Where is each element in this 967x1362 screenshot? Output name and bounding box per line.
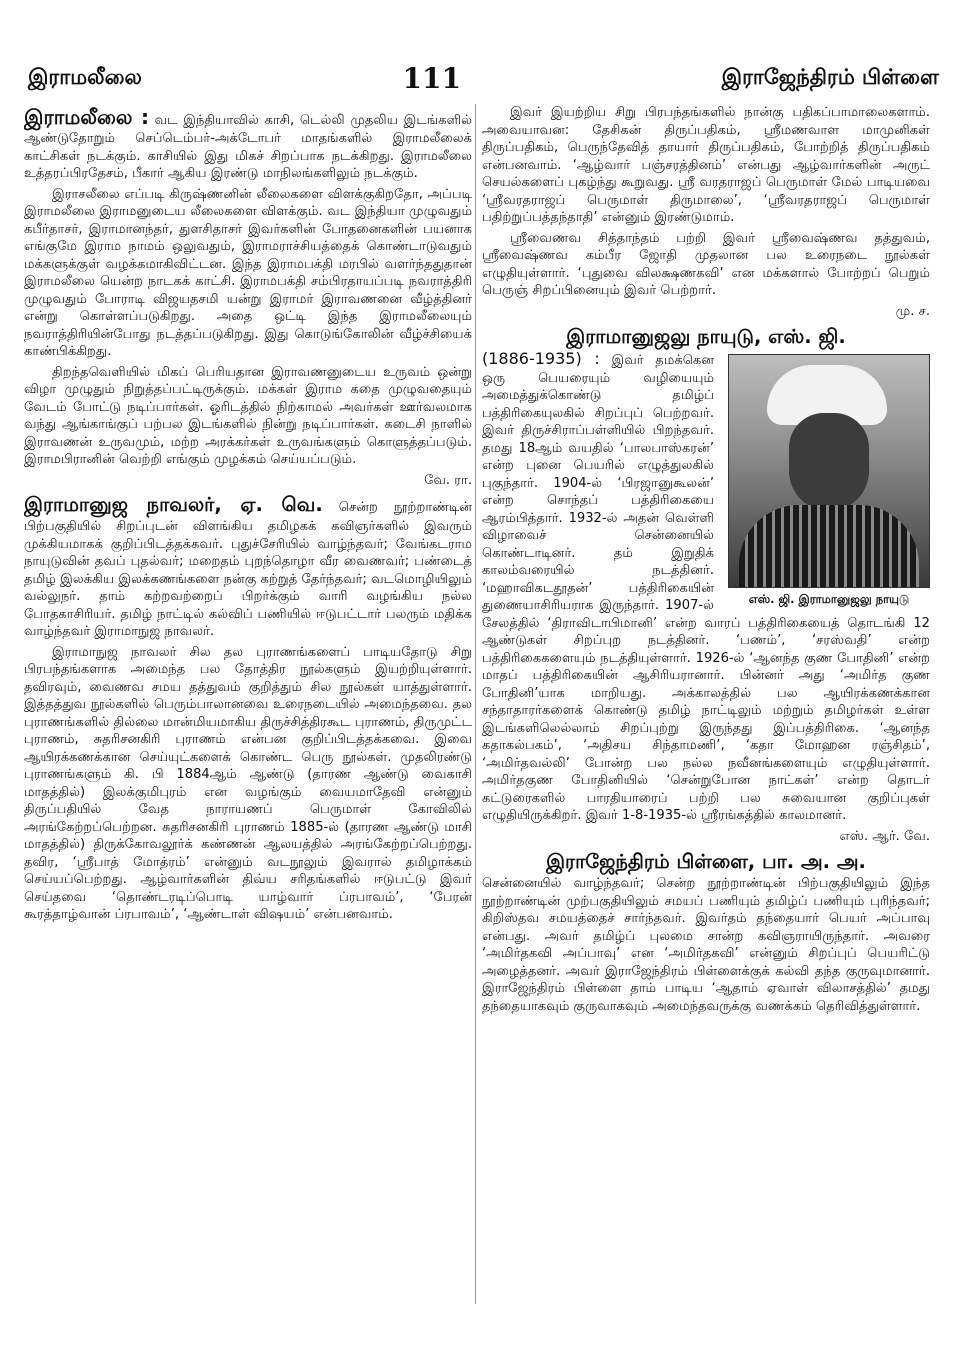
entry-ramaleela-p2: இராசலீலை எப்படி கிருஷ்ணனின் லீலைகளை விளக்குகிறதோ, அப்படி இராமலீலை இராமனுடைய லீலைகளை விளக்கும். வட இந்தியா முழுவதும் கபீர்தாசர், இராமானந்தர், துளசிதாசர் இவர்களின் போதனைகளின் பயனாக எங்குமே இராம நாமம் ஒலுவதும், இராமராச்சியத்தைக் கொண்டாடுவதும் மக்களுக்குள் வழக்கமாகிவிட்டன. இந்த இராமபக்தி மரபில் வளர்ந்ததுதான் இராமலீலை யென்ற நாடகக் காட்சி. இராமபக்தி சம்பிரதாயப்படி நவராத்திரி முழுவதும் போராடி விஜயதசமி யன்று இராமர் இராவணனை வீழ்த்தினர் என்று கொள்ளப்படுகிறது. அதை ஒட்டி இந்த இராமலீலையும் நவராத்திரியின்போது நடத்தப்படுகிறது. இது கொடுங்கோலின் வீழ்ச்சியைக் காண்பிக்கிறது.	[24, 186, 472, 359]
photo-caption: எஸ். ஜி. இராமானுஜலு நாயுடு	[748, 592, 910, 606]
page-number: 111	[402, 61, 461, 95]
signature-navalar: மு. ச.	[895, 303, 930, 319]
years-naidu: (1886-1935) :	[482, 349, 600, 368]
running-head-right: இராஜேந்திரம் பிள்ளை	[721, 64, 939, 89]
headword-ramaleela: இராமலீலை :	[24, 105, 149, 129]
entry-navalar-p1	[24, 492, 472, 641]
headword-ramanuja-navalar: இராமானுஜ நாவலர், ஏ. வெ.	[24, 493, 323, 516]
entry-navalar-p2: இராமாநுஜ நாவலர் சில தல புராணங்களைப் பாடியதோடு சிறு பிரபந்தங்களாக அமைந்த பல தோத்திர நூல்களும் இயற்றியுள்ளார். தவிரவும், வைணவ சமய தத்துவம் குறித்தும் சில நூல்கள் யாத்துள்ளார். இத்தத்துவ நூல்களில் பெரும்பாலானவை உரைநடையில் அமைந்தவை. தல புராணங்களில் தில்லை மான்மியமாகிய திருச்சித்திரகூட புராணம், திருமுட்ட புராணம், சுதரிசனகிரி புராணம் என்பன குறிப்பிடத்தக்கவை. இவை ஆயிரக்கணக்கான செய்யுட்களைக் கொண்ட பெரு நூல்கள். முதலிரண்டு புராணங்களும் கி. பி 1884ஆம் ஆண்டு (தாரண ஆண்டு வைகாசி மாதத்தில்) இலக்குமிபுரம் என வழங்கும் வையமாதேவி என்னும் திருப்பதியில் வேத நாராயணப் பெருமாள் கோவிலில் அரங்கேற்றப்பெற்றன. சுதரிசனகிரி புராணம் 1885-ல் (தாரண ஆண்டு மாசி மாதத்தில்) திருக்கோவலூர்க் கண்ணன் ஆலயத்தில் அரங்கேற்றப்பெற்றது. தவிர, ‘ஸ்ரீபாத் மோத்ரம்’ என்னும் வடநூலும் இவரால் தமிழாக்கம் செய்யப்பெற்றது. ஆழ்வார்களின் திவ்ய சரிதங்களில் ஈடுபட்டு இவர் செய்தவை ‘தொண்டரடிப்பொடி யாழ்வார் ப்ரபாவம்’, ‘பேரன் கூரத்தாழ்வான் ப்ரபாவம்’, ‘ஆண்டாள் விஷயம்’ என்பனவாம்.	[24, 644, 472, 922]
running-head	[28, 58, 939, 98]
portrait-face	[789, 413, 869, 511]
portrait-photo	[728, 354, 930, 588]
running-head-left: இராமலீலை	[28, 64, 142, 89]
entry-ramaleela-p3: திறந்தவெளியில் மிகப் பெரியதான இராவணனுடைய உருவம் ஒன்று விழா முழுதும் நிறுத்தப்பட்டிருக்கும். மக்கள் இராம கதை முழுவதையும் வேடம் போட்டு நடிப்பார்கள். ஓரிடத்தில் நிற்காமல் அவர்கள் ஊர்வலமாக வந்து ஆங்காங்குப் பற்பல இடங்களில் நின்று நடிப்பார்கள். கடைசி நாளில் இராவணன் உருவமும், மற்ற அரக்கர்கள் உருவங்களும் கொளுத்தப்படும். இராமபிரானின் வெற்றி எங்கும் முழக்கம் செய்யப்படும்.	[24, 364, 472, 467]
portrait-coat	[739, 505, 919, 588]
signature-naidu: எஸ். ஆர். வே.	[839, 828, 930, 844]
right-column	[482, 104, 930, 1304]
headword-rajendram-pillai: இராஜேந்திரம் பிள்ளை, பா. அ. அ.	[546, 850, 866, 873]
entry-ramaleela-p1	[24, 104, 472, 183]
entry-pillai-p1: சென்னையில் வாழ்ந்தவர்; சென்ற நூற்றாண்டின் பிற்பகுதியிலும் இந்த நூற்றாண்டின் முற்பகுதியிலும் சமயப் பணியும் தமிழ்ப் பணியும் புரிந்தவர்; கிறிஸ்தவ சமயத்தைச் சார்ந்தவர். இவர்தம் தந்தையார் பெயர் அப்பாவு என்பது. அவர் தமிழ்ப் புலமை சான்ற கவிஞராயிருந்தார். அவரை ‘அமிர்தகவி அப்பாவு’ என ‘அமிர்தகவி’ என்னும் சிறப்புப் பெயரிட்டு அழைத்தனர். அவர் இராஜேந்திரம் பிள்ளைக்குக் கல்வி தந்த குருவுமானார். இராஜேந்திரம் பிள்ளை தாம் பாடிய ‘ஆதாம் ஏவாள் விலாசத்தில்’ தமது தந்தையாகவும் குருவாகவும் அமைந்தவருக்கு வணக்கம் தெரிவித்துள்ளார்.	[482, 876, 930, 1014]
portrait-figure	[722, 354, 930, 607]
entry-navalar-cont-p1: இவர் இயற்றிய சிறு பிரபந்தங்களில் நான்கு பதிகப்பாமாலைகளாம். அவையாவன: தேசிகன் திருப்பதிகம், ஸ்ரீமணவாள மாமுனிகள் திருப்பதிகம், பெருந்தேவித் தாயார் திருப்பதிகம், போற்றித் திருப்பதிகம் என்பனவாம். ‘ஆழ்வார் பஞ்சரத்தினம்’ என்பது ஆழ்வார்களின் அருட் செயல்களைப் புகழ்ந்து கூறுவது. ஸ்ரீ வரதராஜப் பெருமாள் மேல் பாடியவை ‘ஸ்ரீவரதராஜப் பெருமாள் திருமாலை’, ‘ஸ்ரீவரதராஜப் பெருமாள் பதிற்றுப்பத்தந்தாதி’ என்னும் இரண்டுமாம்.	[482, 105, 930, 225]
headword-ramanujalu-naidu: இராமானுஜலு நாயுடு, எஸ். ஜி.	[566, 325, 846, 348]
entry-ramaleela-text1: வட இந்தியாவில் காசி, டெல்லி முதலிய இடங்களில் ஆண்டுதோறும் செப்டெம்பர்-அக்டோபர் மாதங்களில் இராமலீலைக் காட்சிகள் நடக்கும். காசியில் இது மிகச் சிறப்பாக நடக்கிறது. இராமலீலை உத்தரப்பிரதேசம், பீகார் ஆகிய இரண்டு மாநிலங்களிலும் நடக்கும்.	[24, 113, 472, 181]
left-column	[24, 104, 472, 1316]
column-divider	[475, 104, 476, 1304]
signature-ramaleela: வே. ரா.	[424, 472, 472, 488]
entry-naidu-text1: இவர் தமக்கென ஒரு பெயரையும் வழியையும் அமைத்துக்கொண்டு தமிழ்ப் பத்திரிகையுலகில் சிறப்புப் பெற்றவர். இவர் திருச்சிராப்பள்ளியில் பிறந்தவர். தமது 18ஆம் வயதில் ‘பாலபாஸ்கரன்’ என்ற புனை பெயரில் எழுத்துலகில் புகுந்தார். 1904-ல் ‘பிரஜானுகூலன்’ என்ற சொந்தப் பத்திரிகையை ஆரம்பித்தார். 1932-ல் அதன் வெள்ளி விழாவைச் சென்னையில் கொண்டாடினர். தம் இறுதிக் காலம்வரையில் நடத்தினர். ‘மஹாவிகடதூதன்’ பத்திரிகையின் துணையாசிரியராக இருந்தார். 1907-ல் சேலத்தில் ‘திராவிடாபிமானி’ என்ற வாரப் பத்திரிகையைத் தொடங்கி 12 ஆண்டுகள் சிறப்புற நடத்தினர். ‘பணம்’, ‘சரஸ்வதி’ என்ற பத்திரிகைகளையும் நடத்தியுள்ளார். 1926-ல் ‘ஆனந்த குண போதினி’ என்ற மாதப் பத்திரிகையின் ஆசிரியரானார். பின்னர் அது ‘அமிர்த குண போதினி’யாக மாறியது. அக்காலத்தில் பல ஆயிரக்கணக்கான சந்தாதாரர்களைக் கொண்டு தமிழ் நாட்டிலும் மற்றும் தமிழர்கள் உள்ள இடங்களிலெல்லாம் சிறப்புற்று இருந்தது இப்பத்திரிகை. ‘ஆனந்த கதாகல்பகம்’, ‘அதிசய சிந்தாமணி’, ‘கதா மோஹன ரஞ்சிதம்’, ‘அமிர்தவல்லி’ போன்ற பல நல்ல நவீனங்களையும் எழுதியுள்ளார். அமிர்தகுண போதினியில் ‘சென்றுபோன நாட்கள்’ என்ற தொடர் கட்டுரைகளில் பாரதியாரைப் பற்றி பல சுவையான குறிப்புகள் எழுதியிருக்கிறர். இவர் 1-8-1935-ல் ஸ்ரீரங்கத்தில் காலமானர்.	[482, 353, 930, 823]
entry-navalar-text1: சென்ற நூற்றாண்டின் பிற்பகுதியில் சிறப்புடன் விளங்கிய தமிழகக் கவிஞர்களில் இவரும் முக்கியமாகக் குறிப்பிடத்தக்கவர். புதுச்சேரியில் வாழ்ந்தவர்; வேங்கடராம நாயுடுவின் தவப் புதல்வர்; மறைதம் புறந்தொழா வீர வைணவர்; பண்டைத் தமிழ் இலக்கிய இலக்கணங்களை நன்கு கற்றுத் தேர்ந்தவர்; வடமொழியிலும் வல்லுநர். தாம் கற்றவற்றைப் பிறர்க்கும் வாரி வழங்கிய நல்ல போதகாசிரியர். தமிழ் நாட்டில் கல்விப் பணியில் ஈடுபட்டார் பலரும் மதிக்க வாழ்ந்தவர் இராமாநுஜ நாவலர்.	[24, 500, 472, 639]
entry-navalar-cont-p2: ஸ்ரீவைணவ சித்தாந்தம் பற்றி இவர் ஸ்ரீவைஷ்ணவ தத்துவம், ஸ்ரீவைஷ்ணவ கம்பீர ஜோதி முதலான பல உரைநடை நூல்கள் எழுதியுள்ளார். ‘புதுவை விலக்ஷணகவி’ என மக்களால் போற்றப் பெறும் பெருஞ் சிறப்பினையும் இவர் பெற்றார்.	[482, 230, 930, 298]
